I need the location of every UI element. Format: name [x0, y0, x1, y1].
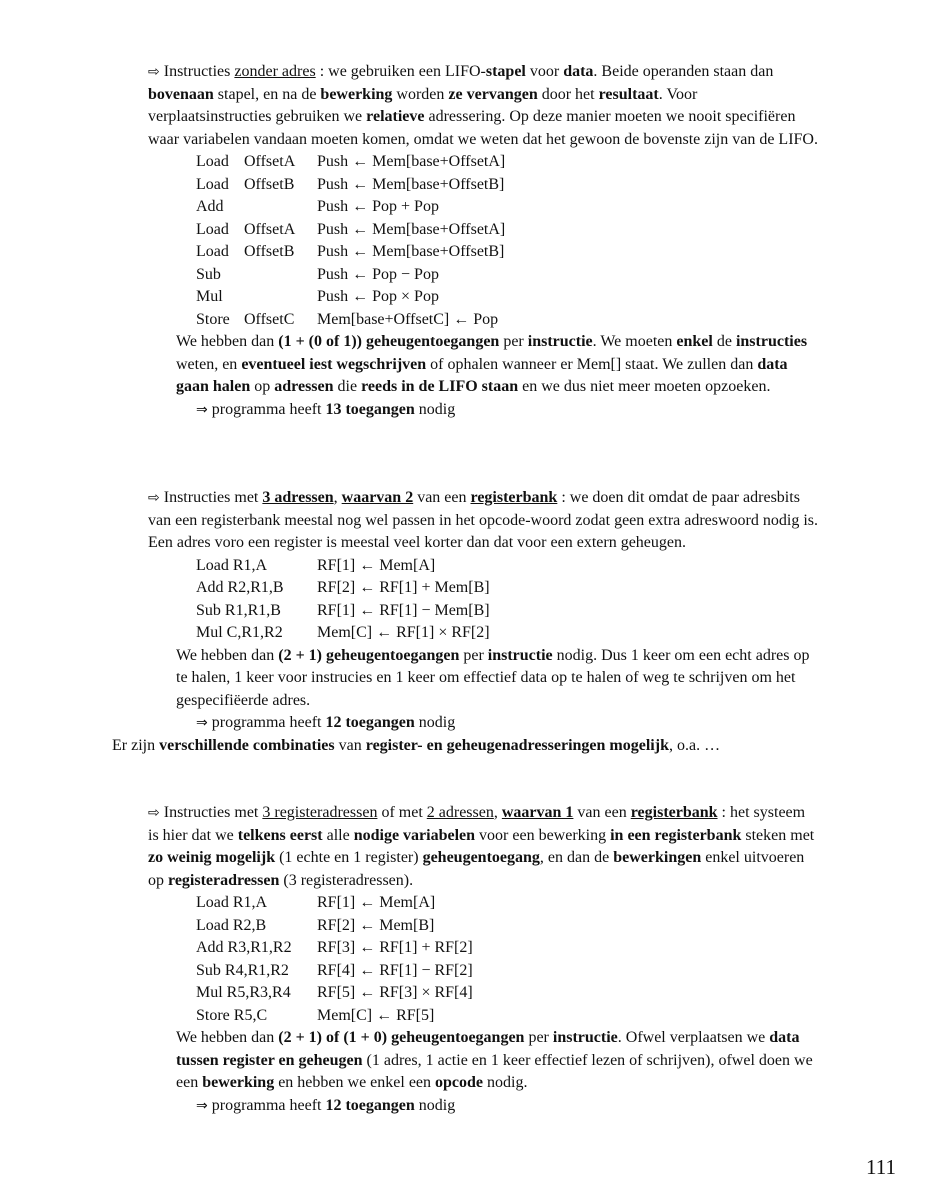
bold-term: instructie [527, 333, 593, 350]
bold-term: instructies [735, 333, 808, 350]
section-three-address-instructions [112, 487, 818, 757]
text: van een [413, 489, 471, 506]
section-result [196, 399, 818, 422]
bold-term: 12 toegangen [325, 714, 415, 731]
section-note [176, 1027, 818, 1095]
code-op: Mul R5,R3,R4 [196, 984, 291, 1001]
text: Er zijn [112, 736, 160, 754]
underlined-term: waarvan 2 [341, 489, 414, 506]
bold-term: eventueel iest wegschrijven [241, 355, 427, 373]
implies-arrow-icon: ⇒ [196, 401, 208, 418]
text: , [333, 489, 342, 506]
code-action: Push ← Mem[base+OffsetA] [317, 153, 506, 170]
code-line [196, 174, 505, 197]
code-op: Load [196, 243, 229, 260]
text: enkel uitvoeren op [148, 849, 805, 889]
text: nodig [414, 400, 456, 418]
text: . We moeten [592, 333, 677, 350]
bold-term: nodige variabelen [353, 826, 476, 844]
underlined-term: registerbank [470, 489, 558, 506]
text: worden [392, 85, 449, 103]
code-op: Sub R1,R1,B [196, 601, 281, 619]
bold-term: telkens eerst [237, 826, 323, 844]
bold-term: data tussen register en geheugen [176, 1029, 800, 1069]
text: (1 echte en 1 register) [275, 849, 423, 866]
bold-term: (2 + 1) [278, 1029, 323, 1046]
code-line [196, 555, 490, 578]
code-arg: OffsetA [244, 220, 296, 238]
code-action: RF[1] ← Mem[A] [317, 894, 436, 911]
text: per [499, 333, 528, 350]
section-note [176, 331, 818, 399]
text: , [493, 804, 502, 821]
code-listing [196, 555, 490, 645]
text: voor [525, 63, 564, 80]
bold-term: stapel [485, 63, 526, 80]
bold-term: relatieve [366, 108, 425, 125]
text: Instructies met [159, 804, 263, 821]
section-register-address-instructions [148, 802, 818, 1117]
bold-term: (1 + (0 of 1)) [278, 333, 362, 350]
bold-term: in een registerbank [610, 826, 742, 844]
underlined-term: waarvan 1 [501, 804, 574, 821]
bold-term: geheugentoegangen [391, 1029, 525, 1046]
bold-term: bewerking [320, 85, 393, 103]
code-action: RF[2] ← RF[1] + Mem[B] [317, 579, 490, 596]
section-result [196, 1095, 818, 1118]
code-op: Load R2,B [196, 916, 267, 934]
text: We hebben dan [176, 1029, 279, 1046]
code-action: Mem[base+OffsetC] ← Pop [317, 310, 499, 328]
bold-term: 12 toegangen [325, 1096, 415, 1114]
section-result [196, 712, 818, 735]
text: We hebben dan [176, 333, 279, 350]
text: weten, en [176, 355, 242, 373]
code-arg: OffsetA [244, 153, 296, 170]
text: van [334, 736, 366, 754]
section-intro [148, 61, 818, 151]
text: We hebben dan [176, 646, 279, 664]
bold-term: of (1 + 0) [326, 1029, 388, 1046]
code-arg [244, 264, 317, 287]
bold-term: registeradressen [168, 871, 280, 889]
bold-term: instructie [487, 646, 553, 664]
code-listing [196, 151, 505, 331]
code-arg: OffsetB [244, 243, 295, 260]
code-action: Push ← Mem[base+OffsetA] [317, 220, 506, 238]
bold-term: bewerkingen [613, 849, 702, 866]
text: door het [537, 85, 599, 103]
code-action: Mem[C] ← RF[1] × RF[2] [317, 624, 490, 641]
code-op: Sub R4,R1,R2 [196, 961, 289, 979]
code-action: RF[1] ← Mem[A] [317, 556, 436, 574]
code-op: Load [196, 153, 229, 170]
code-line [196, 982, 473, 1005]
text: : we gebruiken een LIFO- [315, 63, 486, 80]
code-line [196, 1005, 473, 1028]
text: programma heeft [207, 1096, 326, 1114]
code-op: Mul [196, 288, 223, 305]
code-line [196, 600, 490, 623]
section-intro [148, 802, 818, 892]
code-arg: OffsetC [244, 310, 295, 328]
code-line [196, 892, 473, 915]
text: , en dan de [539, 849, 614, 866]
code-op: Sub [196, 265, 221, 283]
bold-term: verschillende combinaties [159, 736, 335, 754]
text: (1 adres, 1 actie en 1 keer effectief lezen of schrijven), ofwel doen we een [176, 1051, 813, 1091]
text: . Voor verplaatsinstructies gebruiken we [148, 85, 698, 125]
bold-term: ze vervangen [448, 85, 538, 103]
text: programma heeft [207, 714, 326, 731]
code-op: Add R2,R1,B [196, 579, 284, 596]
text: van een [573, 804, 631, 821]
code-action: Push ← Pop − Pop [317, 265, 439, 283]
code-action: Push ← Mem[base+OffsetB] [317, 243, 505, 260]
bold-term: bewerking [202, 1074, 275, 1091]
code-line [196, 915, 473, 938]
text: of met [377, 804, 427, 821]
bold-term: opcode [435, 1074, 484, 1091]
underlined-term: registerbank [630, 804, 718, 821]
bold-term: bovenaan [148, 85, 214, 103]
code-arg [244, 196, 317, 219]
code-op: Store [196, 310, 230, 328]
text: per [459, 646, 488, 664]
code-action: RF[1] ← RF[1] − Mem[B] [317, 601, 490, 619]
bold-term: instructie [552, 1029, 618, 1046]
bold-term: data gaan halen [176, 355, 788, 395]
text: nodig. [483, 1074, 528, 1091]
code-op: Add R3,R1,R2 [196, 939, 292, 956]
text: nodig [414, 1096, 456, 1114]
underlined-term: zonder adres [234, 63, 316, 80]
arrow-icon: ⇨ [148, 805, 160, 821]
code-action: RF[4] ← RF[1] − RF[2] [317, 961, 473, 979]
text: . Ofwel verplaatsen we [617, 1029, 770, 1046]
code-action: Push ← Pop + Pop [317, 198, 439, 215]
text: de [712, 333, 736, 350]
code-arg [244, 286, 317, 309]
text: per [524, 1029, 553, 1046]
code-action: Mem[C] ← RF[5] [317, 1006, 435, 1024]
bold-term: data [563, 63, 594, 80]
code-line [196, 219, 505, 242]
bold-term: register- en geheugenadresseringen mogelijk [365, 736, 669, 754]
code-line [196, 937, 473, 960]
section-intro [148, 487, 818, 555]
bold-term: geheugentoegangen [366, 333, 500, 350]
text: , o.a. … [668, 736, 721, 754]
section-stack-instructions [148, 61, 818, 421]
bold-term: reeds in de LIFO staan [361, 378, 519, 395]
text: programma heeft [207, 400, 326, 418]
text: en we dus niet meer moeten opzoeken. [518, 378, 771, 395]
code-action: Push ← Mem[base+OffsetB] [317, 175, 505, 193]
text: of ophalen wanneer er Mem[] staat. We zullen dan [426, 355, 758, 373]
code-line [196, 622, 490, 645]
code-op: Mul C,R1,R2 [196, 624, 283, 641]
text: op [250, 378, 275, 395]
bold-term: resultaat [598, 85, 659, 103]
bold-term: 13 toegangen [325, 400, 415, 418]
code-action: Push ← Pop × Pop [317, 288, 439, 305]
code-listing [196, 892, 473, 1027]
text: stapel, en na de [213, 85, 321, 103]
text: die [333, 378, 362, 395]
code-line [196, 264, 505, 287]
text: . Beide operanden staan dan [593, 63, 774, 80]
code-op: Load R1,A [196, 556, 268, 574]
code-op: Add [196, 198, 224, 215]
text: (3 registeradressen). [279, 871, 414, 889]
text: nodig [414, 714, 456, 731]
bold-term: enkel [676, 333, 713, 350]
text: voor een bewerking [475, 826, 611, 844]
bold-term: adressen [274, 378, 334, 395]
text: Instructies [159, 63, 235, 80]
bold-term: geheugentoegang [422, 849, 540, 866]
code-line [196, 960, 473, 983]
code-arg: OffsetB [244, 175, 295, 193]
code-line [196, 241, 505, 264]
code-op: Load R1,A [196, 894, 268, 911]
text: alle [322, 826, 354, 844]
implies-arrow-icon: ⇒ [196, 1097, 208, 1114]
underlined-term: 3 adressen [262, 489, 334, 506]
code-line [196, 309, 505, 332]
text: : het systeem is hier dat we [148, 804, 806, 844]
bold-term: geheugentoegangen [326, 646, 460, 664]
text: adressering. Op deze manier moeten we nooit specifiëren waar variabelen vandaan moeten komen, omdat we weten dat het gewoon de bovenste zijn van de LIFO. [148, 108, 818, 148]
arrow-icon: ⇨ [148, 490, 160, 506]
code-action: RF[3] ← RF[1] + RF[2] [317, 939, 473, 956]
code-action: RF[2] ← Mem[B] [317, 916, 435, 934]
code-line [196, 577, 490, 600]
code-action: RF[5] ← RF[3] × RF[4] [317, 984, 473, 1001]
text: : we doen dit omdat de paar adresbits van een registerbank meestal nog wel passen in het opcode-woord zodat geen extra adreswoord nodig is. Een adres voro een register is meestal veel korter dan dat voor een extern geheugen. [148, 489, 818, 551]
text: nodig. Dus 1 keer om een echt adres op te halen, 1 keer voor instrucies en 1 keer om effectief data op te halen of weg te schrijven om het gespecifiëerde adres. [176, 646, 810, 709]
underlined-term: 3 registeradressen [262, 804, 378, 821]
code-line [196, 196, 505, 219]
arrow-icon: ⇨ [148, 64, 160, 80]
code-op: Load [196, 175, 229, 193]
text: Instructies met [159, 489, 263, 506]
underlined-term: 2 adressen [426, 804, 494, 821]
code-op: Load [196, 220, 229, 238]
bold-term: (2 + 1) [278, 646, 323, 664]
section-extra [112, 735, 818, 758]
text: en hebben we enkel een [274, 1074, 436, 1091]
code-line [196, 286, 505, 309]
implies-arrow-icon: ⇒ [196, 715, 208, 731]
code-line [196, 151, 505, 174]
section-note [176, 645, 818, 713]
code-op: Store R5,C [196, 1006, 268, 1024]
page-number: 111 [866, 1155, 896, 1179]
text: steken met [741, 826, 815, 844]
bold-term: zo weinig mogelijk [148, 849, 276, 866]
